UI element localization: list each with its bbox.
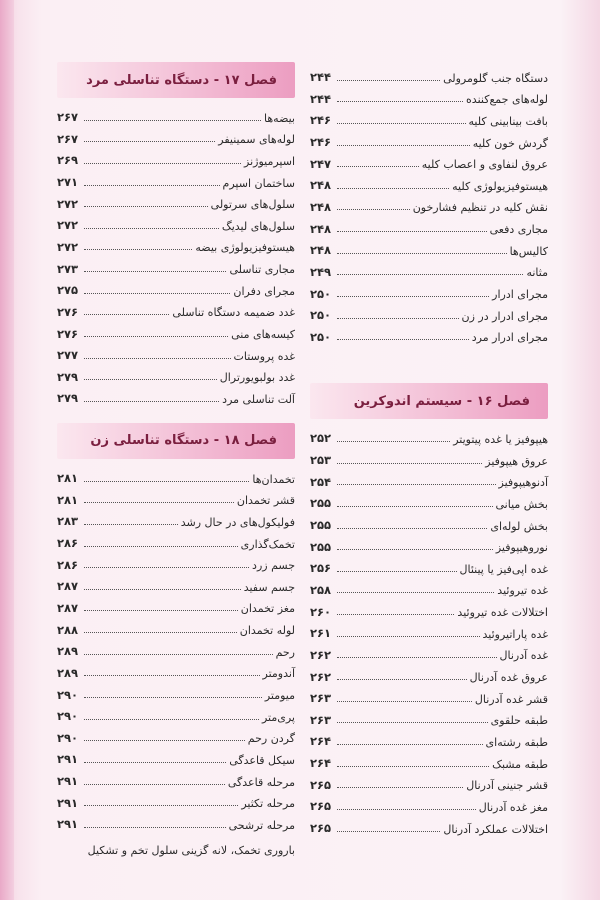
toc-entry (57, 485, 295, 507)
toc-entry (310, 192, 548, 214)
toc-entry (310, 170, 548, 192)
dot-leader (337, 483, 496, 485)
chapter-18-header (57, 423, 295, 459)
dot-leader (337, 100, 463, 102)
toc-list-chapter-16 (310, 419, 548, 834)
toc-entry (310, 618, 548, 640)
toc-entry-page-number: ۲۵۵ (310, 518, 332, 533)
toc-entry (57, 701, 295, 723)
dot-leader (84, 248, 192, 250)
toc-entry-title: اختلالات غده تیروئید (457, 606, 548, 620)
toc-entry-page-number: ۲۵۵ (310, 496, 332, 511)
toc-entry-title: کیسه‌های منی (231, 328, 295, 342)
dot-leader (337, 338, 469, 340)
toc-entry-title: غده اپی‌فیز یا پینئال (459, 562, 548, 576)
toc-entry-page-number: ۲۶۱ (310, 626, 332, 641)
toc-entry-page-number: ۲۷۷ (57, 348, 79, 363)
toc-entry (57, 318, 295, 340)
toc-entry (57, 679, 295, 701)
toc-entry (310, 423, 548, 445)
dot-leader (337, 613, 454, 615)
toc-entry-title: سلول‌های لیدیگ (221, 219, 295, 233)
dot-leader (337, 208, 410, 210)
dot-leader (84, 270, 226, 272)
toc-entry-title: عروق هیپوفیز (485, 454, 548, 468)
dot-leader (84, 480, 249, 482)
dot-leader (84, 313, 169, 315)
toc-entry (310, 149, 548, 171)
dot-leader (337, 678, 467, 680)
toc-entry-title: مجرای ادرار (492, 288, 548, 302)
toc-entry (310, 532, 548, 554)
toc-entry-title: آلت تناسلی مرد (222, 392, 295, 406)
toc-entry-page-number: ۲۸۱ (57, 471, 79, 486)
toc-entry-page-number: ۲۵۰ (310, 329, 332, 344)
toc-list-chapter-18 (57, 459, 295, 831)
toc-entry-title: غده آدرنال (499, 649, 548, 663)
dot-leader (337, 548, 493, 550)
toc-entry-page-number: ۲۶۹ (57, 153, 79, 168)
toc-continuation-line: باروری تخمک، لانه گزینی سلول تخم و تشکیل (87, 843, 295, 857)
dot-leader (84, 696, 262, 698)
dot-leader (84, 653, 273, 655)
toc-entry (57, 167, 295, 189)
toc-entry-title: آدنوهیپوفیز (498, 476, 548, 490)
toc-entry-title: هیستوفیزیولوژی کلیه (452, 179, 548, 193)
toc-entry-page-number: ۲۶۳ (310, 712, 332, 727)
toc-entry-page-number: ۲۷۹ (57, 391, 79, 406)
dot-leader (337, 743, 483, 745)
toc-entry-page-number: ۲۸۱ (57, 492, 79, 507)
toc-entry-page-number: ۲۹۱ (57, 774, 79, 789)
toc-entry (57, 362, 295, 384)
toc-entry (310, 640, 548, 662)
chapter-17-header (57, 62, 295, 98)
toc-entry-title: لوله‌های جمع‌کننده (466, 93, 548, 107)
dot-leader (337, 808, 476, 810)
toc-entry-title: بخش میانی (495, 497, 548, 511)
dot-leader (337, 230, 487, 232)
toc-entry-title: هیپوفیز یا غده پیتویتر (453, 432, 548, 446)
chapter-16-header (310, 383, 548, 419)
toc-entry (310, 213, 548, 235)
dot-leader (337, 635, 480, 637)
toc-entry-title: غدد بولبویورترال (219, 371, 295, 385)
toc-entry (310, 127, 548, 149)
toc-entry-page-number: ۲۵۲ (310, 431, 332, 446)
toc-entry-title: غده پاراتیروئید (482, 627, 548, 641)
toc-entry (57, 809, 295, 831)
dot-leader (84, 545, 238, 547)
dot-leader (84, 292, 230, 294)
toc-entry (57, 297, 295, 319)
toc-entry-page-number: ۲۴۸ (310, 221, 332, 236)
toc-entry (57, 766, 295, 788)
dot-leader (337, 721, 488, 723)
toc-entry (310, 84, 548, 106)
dot-leader (84, 357, 231, 359)
toc-entry-page-number: ۲۵۰ (310, 308, 332, 323)
toc-entry-page-number: ۲۴۴ (310, 91, 332, 106)
toc-entry-title: آندومتر (262, 667, 295, 681)
toc-entry (57, 145, 295, 167)
toc-entry-title: مرحله تکثیر (241, 797, 295, 811)
dot-leader (337, 317, 459, 319)
toc-entry (310, 257, 548, 279)
toc-list-chapter-17 (57, 98, 295, 405)
toc-entry-page-number: ۲۴۸ (310, 178, 332, 193)
dot-leader (337, 830, 440, 832)
dot-leader (337, 252, 507, 254)
toc-entry (57, 275, 295, 297)
dot-leader (337, 700, 472, 702)
toc-entry-title: قشر غده آدرنال (474, 692, 548, 706)
toc-entry-page-number: ۲۸۷ (57, 600, 79, 615)
toc-entry-title: نقش کلیه در تنظیم فشارخون (412, 201, 548, 215)
toc-entry-page-number: ۲۴۸ (310, 243, 332, 258)
dot-leader (84, 739, 245, 741)
toc-entry-title: جسم سفید (243, 580, 295, 594)
toc-entry-title: عروق غده آدرنال (469, 671, 548, 685)
toc-entry-page-number: ۲۶۲ (310, 647, 332, 662)
toc-entry-title: گردش خون کلیه (472, 136, 548, 150)
toc-entry (310, 813, 548, 835)
toc-entry-title: قشر تخمدان (236, 494, 295, 508)
toc-entry (310, 62, 548, 84)
dot-leader (84, 184, 220, 186)
toc-entry-title: مرحله ترشحی (228, 818, 295, 832)
dot-leader (337, 591, 494, 593)
chapter-16-title: فصل ۱۶ - سیستم اندوکرین (353, 393, 530, 409)
toc-entry-page-number: ۲۸۹ (57, 644, 79, 659)
dot-leader (337, 765, 489, 767)
dot-leader (84, 119, 261, 121)
toc-entry-page-number: ۲۴۶ (310, 135, 332, 150)
toc-entry (310, 553, 548, 575)
toc-entry (310, 726, 548, 748)
toc-entry-page-number: ۲۶۴ (310, 756, 332, 771)
toc-entry (57, 744, 295, 766)
toc-entry-title: ساختمان اسپرم (222, 176, 295, 190)
toc-entry (310, 683, 548, 705)
dot-leader (84, 162, 241, 164)
toc-entry-page-number: ۲۷۹ (57, 369, 79, 384)
toc-entry-title: بخش لوله‌ای (490, 519, 548, 533)
toc-entry (57, 340, 295, 362)
dot-leader (337, 656, 497, 658)
toc-entry-page-number: ۲۹۰ (57, 687, 79, 702)
page-edge (0, 0, 14, 900)
toc-entry-page-number: ۲۴۶ (310, 113, 332, 128)
dot-leader (84, 761, 226, 763)
dot-leader (84, 501, 234, 503)
toc-entry (57, 528, 295, 550)
toc-entry (57, 593, 295, 615)
toc-entry (310, 596, 548, 618)
toc-entry-page-number: ۲۷۳ (57, 261, 79, 276)
toc-entry-title: لوله‌های سمینیفر (218, 133, 295, 147)
toc-entry-page-number: ۲۵۰ (310, 286, 332, 301)
toc-entry-page-number: ۲۵۴ (310, 474, 332, 489)
toc-entry-title: مغز غده آدرنال (478, 800, 548, 814)
toc-entry-page-number: ۲۶۷ (57, 110, 79, 125)
dot-leader (84, 140, 215, 142)
toc-entry-page-number: ۲۶۰ (310, 604, 332, 619)
toc-entry-page-number: ۲۴۸ (310, 199, 332, 214)
toc-column-right (310, 62, 548, 835)
toc-entry-page-number: ۲۵۳ (310, 453, 332, 468)
dot-leader (337, 462, 482, 464)
dot-leader (337, 527, 487, 529)
toc-entry-title: بیضه‌ها (264, 111, 295, 125)
toc-entry-title: گردن رحم (247, 732, 295, 746)
toc-entry-page-number: ۲۶۷ (57, 131, 79, 146)
toc-entry-title: مغز تخمدان (240, 602, 295, 616)
toc-entry (57, 102, 295, 124)
toc-entry (57, 383, 295, 405)
toc-entry-page-number: ۲۹۱ (57, 817, 79, 832)
dot-leader (84, 205, 208, 207)
toc-entry-title: سلول‌های سرتولی (210, 198, 295, 212)
toc-entry (57, 614, 295, 636)
toc-entry-page-number: ۲۵۸ (310, 582, 332, 597)
toc-entry-page-number: ۲۷۲ (57, 239, 79, 254)
toc-entry-title: میومتر (264, 689, 295, 703)
toc-entry (57, 124, 295, 146)
toc-entry (57, 550, 295, 572)
dot-leader (337, 122, 466, 124)
toc-entry (310, 705, 548, 727)
toc-entry-page-number: ۲۴۷ (310, 156, 332, 171)
dot-leader (84, 566, 249, 568)
toc-entry-page-number: ۲۵۵ (310, 539, 332, 554)
dot-leader (84, 631, 237, 633)
chapter-17-title: فصل ۱۷ - دستگاه تناسلی مرد (86, 72, 277, 88)
dot-leader (84, 523, 178, 525)
toc-entry (310, 748, 548, 770)
toc-entry-title: جسم زرد (252, 559, 295, 573)
toc-entry-title: غدد ضمیمه دستگاه تناسلی (172, 306, 295, 320)
dot-leader (84, 400, 219, 402)
toc-entry (57, 253, 295, 275)
toc-entry (310, 791, 548, 813)
toc-entry-title: طبقه مشبک (492, 757, 548, 771)
toc-entry-title: اختلالات عملکرد آدرنال (443, 822, 548, 836)
toc-entry-title: مجاری تناسلی (229, 263, 295, 277)
toc-entry-page-number: ۲۹۱ (57, 752, 79, 767)
toc-entry-page-number: ۲۷۶ (57, 326, 79, 341)
toc-entry-page-number: ۲۸۶ (57, 536, 79, 551)
toc-entry-title: پری‌متر (261, 710, 295, 724)
dot-leader (84, 804, 238, 806)
toc-entry-title: مجاری دفعی (489, 223, 548, 237)
toc-entry-title: سیکل قاعدگی (229, 753, 295, 767)
toc-entry-page-number: ۲۸۳ (57, 514, 79, 529)
toc-entry (57, 636, 295, 658)
toc-column-left (57, 62, 295, 857)
dot-leader (84, 674, 260, 676)
toc-entry-page-number: ۲۸۹ (57, 665, 79, 680)
toc-entry-title: مجرای ادرار مرد (471, 331, 548, 345)
toc-entry-title: مجرای دفران (233, 284, 295, 298)
toc-entry-title: کالیس‌ها (509, 244, 548, 258)
toc-entry (310, 661, 548, 683)
toc-entry-title: طبقه رشته‌ای (485, 735, 548, 749)
toc-entry (310, 445, 548, 467)
dot-leader (337, 440, 450, 442)
toc-entry-title: قشر جنینی آدرنال (466, 779, 548, 793)
toc-entry (310, 575, 548, 597)
toc-entry (57, 571, 295, 593)
dot-leader (337, 273, 523, 275)
toc-entry (310, 235, 548, 257)
toc-entry-title: رحم (275, 645, 295, 659)
toc-entry-page-number: ۲۸۸ (57, 622, 79, 637)
toc-entry-page-number: ۲۶۵ (310, 821, 332, 835)
toc-entry-page-number: ۲۶۲ (310, 669, 332, 684)
toc-entry (57, 189, 295, 211)
toc-entry-title: هیستوفیزیولوژی بیضه (195, 241, 295, 255)
dot-leader (337, 570, 457, 572)
toc-entry (310, 467, 548, 489)
dot-leader (84, 718, 259, 720)
toc-entry-page-number: ۲۶۳ (310, 691, 332, 706)
spacer (310, 343, 548, 383)
toc-entry-title: بافت بینابینی کلیه (468, 114, 548, 128)
dot-leader (84, 783, 225, 785)
toc-list-kidney (310, 62, 548, 343)
dot-leader (337, 165, 419, 167)
toc-entry-page-number: ۲۶۴ (310, 734, 332, 749)
toc-entry (310, 278, 548, 300)
toc-entry-page-number: ۲۷۵ (57, 283, 79, 298)
toc-entry-title: نوروهیپوفیز (495, 541, 548, 555)
toc-entry-page-number: ۲۸۷ (57, 579, 79, 594)
toc-entry-title: مجرای ادرار در زن (461, 309, 548, 323)
toc-entry (57, 658, 295, 680)
dot-leader (337, 505, 493, 507)
toc-entry-title: مرحله قاعدگی (227, 775, 295, 789)
toc-entry (310, 300, 548, 322)
toc-entry-page-number: ۲۹۰ (57, 730, 79, 745)
toc-entry-title: تخمک‌گذاری (240, 537, 295, 551)
toc-entry (310, 510, 548, 532)
toc-entry-title: اسپرمیوژنز (244, 154, 295, 168)
toc-entry-page-number: ۲۵۶ (310, 561, 332, 576)
dot-leader (337, 786, 463, 788)
spacer (57, 405, 295, 423)
toc-entry-title: دستگاه جنب گلومرولی (443, 71, 548, 85)
dot-leader (84, 826, 226, 828)
toc-entry (57, 788, 295, 810)
toc-entry-page-number: ۲۷۶ (57, 304, 79, 319)
toc-entry (310, 105, 548, 127)
toc-entry-title: غده پروستات (233, 349, 295, 363)
dot-leader (337, 187, 449, 189)
toc-entry (57, 463, 295, 485)
toc-entry (57, 210, 295, 232)
toc-entry-page-number: ۲۶۵ (310, 777, 332, 792)
toc-entry-title: عروق لنفاوی و اعصاب کلیه (421, 158, 548, 172)
toc-entry (57, 232, 295, 254)
toc-entry-page-number: ۲۷۲ (57, 218, 79, 233)
toc-entry-page-number: ۲۷۲ (57, 196, 79, 211)
toc-entry-page-number: ۲۹۱ (57, 795, 79, 810)
toc-entry (57, 723, 295, 745)
toc-entry-title: فولیکول‌های در حال رشد (180, 515, 295, 529)
dot-leader (84, 378, 217, 380)
toc-entry (57, 506, 295, 528)
toc-entry-page-number: ۲۴۴ (310, 70, 332, 85)
toc-entry-title: لوله تخمدان (239, 624, 295, 638)
toc-entry-page-number: ۲۷۱ (57, 175, 79, 190)
toc-entry-title: طبقه حلقوی (490, 714, 548, 728)
toc-entry-page-number: ۲۴۹ (310, 264, 332, 279)
toc-entry-page-number: ۲۶۵ (310, 799, 332, 814)
dot-leader (84, 609, 238, 611)
dot-leader (84, 335, 228, 337)
chapter-18-title: فصل ۱۸ - دستگاه تناسلی زن (90, 433, 277, 449)
dot-leader (337, 144, 470, 146)
toc-entry-page-number: ۲۹۰ (57, 709, 79, 724)
toc-entry-title: تخمدان‌ها (252, 472, 295, 486)
toc-entry (310, 770, 548, 792)
dot-leader (337, 79, 440, 81)
toc-entry-title: مثانه (526, 266, 548, 280)
dot-leader (84, 588, 241, 590)
toc-entry (310, 488, 548, 510)
toc-entry (310, 322, 548, 344)
toc-entry-page-number: ۲۸۶ (57, 557, 79, 572)
dot-leader (84, 227, 219, 229)
dot-leader (337, 295, 489, 297)
toc-entry-title: غده تیروئید (497, 584, 548, 598)
